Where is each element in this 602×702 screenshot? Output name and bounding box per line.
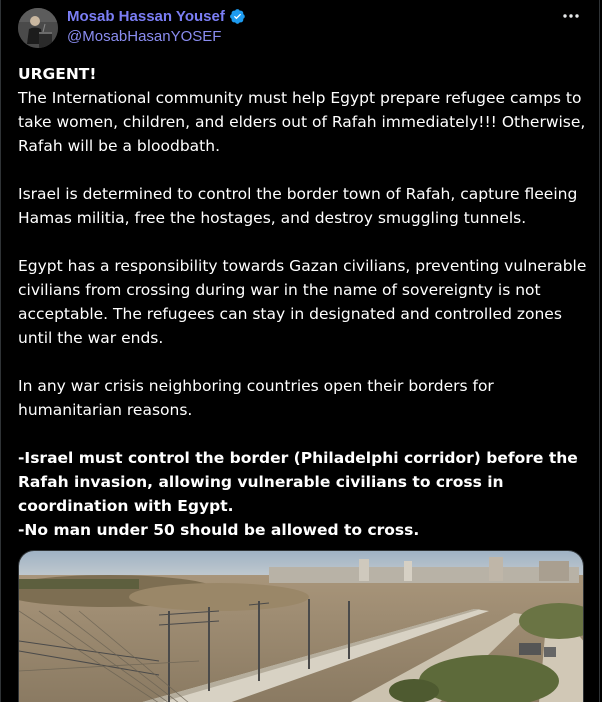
tweet-paragraph: The International community must help Egypt prepare refugee camps to take women, children, and elders out of Rafah immediately!!! Otherwise, Rafah will be a bloodbath.	[18, 89, 586, 155]
author-handle[interactable]: @MosabHasanYOSEF	[67, 28, 222, 45]
tweet-point: -Israel must control the border (Philadelphi corridor) before the Rafah invasion, allowing vulnerable civilians to cross in coordination with Egypt.	[18, 449, 578, 515]
avatar[interactable]	[18, 8, 58, 48]
tweet-media-photo[interactable]	[18, 550, 584, 702]
verified-badge-icon	[229, 8, 246, 25]
border-photo-image	[19, 551, 584, 702]
tweet-point: -No man under 50 should be allowed to cross.	[18, 521, 420, 539]
tweet-paragraph: Egypt has a responsibility towards Gazan civilians, preventing vulnerable civilians from crossing during war in the name of sovereignty is not acceptable. The refugees can stay in designated and controlled zones until the war ends.	[18, 257, 587, 347]
person-at-podium-icon	[18, 8, 58, 48]
author-display-name[interactable]: Mosab Hassan Yousef	[67, 7, 225, 25]
more-dots-icon	[561, 8, 581, 24]
name-row	[67, 6, 246, 26]
tweet-heading: URGENT!	[18, 65, 97, 83]
more-options-button[interactable]	[561, 8, 581, 24]
tweet-paragraph: Israel is determined to control the border town of Rafah, capture fleeing Hamas militia, free the hostages, and destroy smuggling tunnels.	[18, 185, 578, 227]
author-header	[67, 6, 246, 45]
tweet-paragraph: In any war crisis neighboring countries open their borders for humanitarian reasons.	[18, 377, 494, 419]
tweet-text	[18, 62, 588, 542]
